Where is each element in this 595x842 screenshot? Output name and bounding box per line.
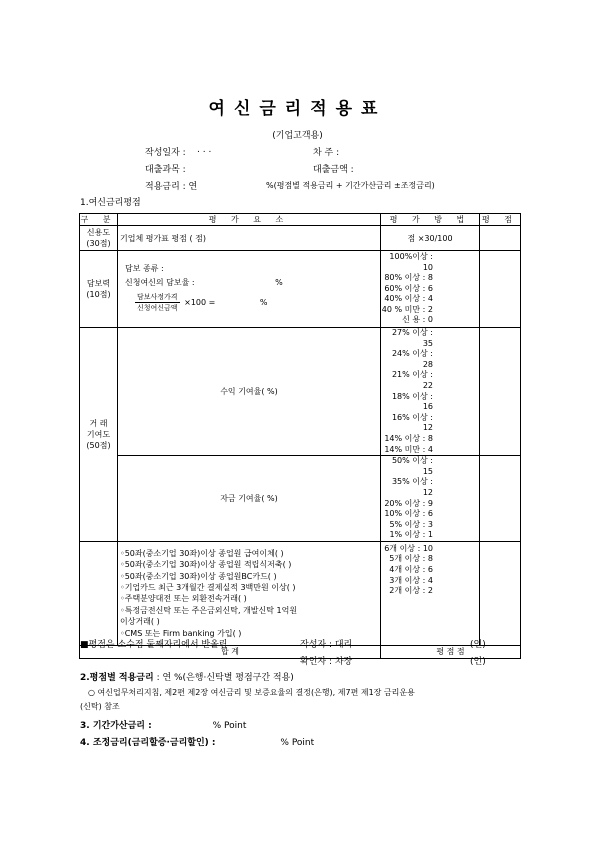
checklist-item: 이상거래( ): [120, 617, 160, 627]
checklist-element: [118, 541, 381, 645]
rounding-note: ■평점은 소수점 둘째자리에서 반올림: [80, 640, 228, 650]
transaction-category: 거 래 기여도 (50점): [80, 328, 118, 542]
section4-title: 4. 조정금리(금리할증·금리할인) :: [80, 738, 216, 748]
collateral-element: [118, 251, 381, 328]
checklist-category: [80, 541, 118, 645]
credit-score-cell[interactable]: [480, 226, 521, 251]
section2-note-2: (신탁) 참조: [80, 702, 120, 711]
total-score: 평 점 점: [381, 645, 521, 658]
header-element: 평 가 요 소: [118, 214, 381, 226]
checklist-item: ◦특정금전신탁 또는 주은금외신탁, 개발신탁 1억원: [120, 605, 298, 615]
collateral-ratio-line: 신청여신의 담보율 : %: [125, 278, 283, 287]
rate-formula: %(평점별 적용금리 + 기간가산금리 ±조정금리): [266, 181, 435, 190]
checker-seal: (인): [470, 657, 486, 667]
fund-row: [80, 456, 521, 542]
section4-line: [80, 735, 314, 748]
credit-category: 신용도 (30점): [80, 226, 118, 251]
section1-title: 1.여신금리평점: [80, 198, 141, 208]
write-date-label: 작성일자 :: [145, 148, 186, 158]
collateral-type-label: 담보 종류 :: [125, 264, 164, 273]
profit-element: 수익 기여율( %): [118, 328, 381, 456]
credit-row: [80, 226, 521, 251]
collateral-fraction: $\frac{\text{담보사정가격}}{\text{신청여신금액}}$: [137, 293, 178, 312]
section2-title: 2.평점별 적용금리: [80, 673, 154, 683]
loan-amount-label: 대출금액 :: [313, 165, 354, 175]
collateral-formula: $\frac{\text{담보사정가격}}{\text{신청여신금액}}$ ×100 = %: [137, 293, 268, 312]
document-subtitle: (기업고객용): [272, 131, 323, 141]
fund-element: 자금 기여율( %): [118, 456, 381, 542]
checklist-item: ◦주택분양대전 또는 외환전속거래( ): [120, 594, 247, 604]
checklist-item: ◦CMS 또는 Firm banking 가입( ): [120, 628, 242, 638]
car-label: 차 주 :: [313, 148, 340, 158]
checklist-item: ◦50좌(중소기업 30좌)이상 종업원BC카드( ): [120, 571, 277, 581]
header-score: 평 점: [480, 214, 521, 226]
checklist-row: [80, 541, 521, 645]
collateral-category: 담보력 (10점): [80, 251, 118, 328]
section2-text: : 연 %(은행·신탁별 평점구간 적용): [156, 673, 294, 683]
profit-score-cell[interactable]: [480, 328, 521, 456]
rate-score-table: [79, 213, 521, 659]
write-date-seps: . . .: [197, 145, 212, 155]
header-category: 구 분: [80, 215, 117, 224]
collateral-row: [80, 251, 521, 328]
credit-method: 점 ×30/100: [381, 226, 480, 251]
writer-seal: (인): [470, 640, 486, 650]
collateral-method: 100%이상 : 10 80% 이상 : 8 60% 이상 : 6 40% 이상 : 4 40 % 미만 : 2 신 용 : 0: [381, 251, 480, 328]
checklist-item: ◦50좌(중소기업 30좌)이상 종업원 적립식저축( ): [120, 560, 292, 570]
checklist-item: ◦기업카드 최근 3개월간 결제실적 3백만원 이상( ): [120, 582, 296, 592]
checklist-method: 6개 이상 : 10 5개 이상 : 8 4개 이상 : 6 3개 이상 : 4 2개 이상 : 2: [381, 541, 480, 645]
rate-label: 적용금리 : 연: [145, 182, 198, 192]
checklist-item: ◦50좌(중소기업 30좌)이상 종업원 급여이체( ): [120, 548, 284, 558]
section3-line: [80, 718, 246, 731]
header-method: 평 가 방 법: [381, 214, 480, 226]
checker-label: 확인자 : 차장: [300, 657, 353, 667]
checklist-score-cell[interactable]: [480, 541, 521, 645]
document-title: 여신금리적용표: [208, 99, 387, 119]
fund-score-cell[interactable]: [480, 456, 521, 542]
section3-title: 3. 기간가산금리 :: [80, 721, 152, 731]
total-label: 합 계: [80, 645, 381, 658]
loan-subject-label: 대출과목 :: [145, 165, 186, 175]
writer-label: 작성자 : 대리: [300, 640, 353, 650]
credit-element: 기업체 평가표 평점 ( 점): [118, 226, 381, 251]
section2-line: [80, 670, 294, 683]
section3-text: % Point: [212, 721, 247, 731]
collateral-score-cell[interactable]: [480, 251, 521, 328]
fund-method: 50% 이상 : 15 35% 이상 : 12 20% 이상 : 9 10% 이상 : 6 5% 이상 : 3 1% 이상 : 1: [381, 456, 480, 542]
profit-method: 27% 이상 : 35 24% 이상 : 28 21% 이상 : 22 18% 이상 : 16 16% 이상 : 12 14% 이상 : 8 14% 미만 : 4: [381, 328, 480, 456]
section2-note-1: ○ 여신업무처리지침, 제2편 제2장 여신금리 및 보증요율의 결정(은행), 제7편 제1장 금리운용: [88, 688, 415, 697]
section4-text: % Point: [280, 738, 315, 748]
profit-row: [80, 328, 521, 456]
table-header-row: [80, 214, 521, 226]
